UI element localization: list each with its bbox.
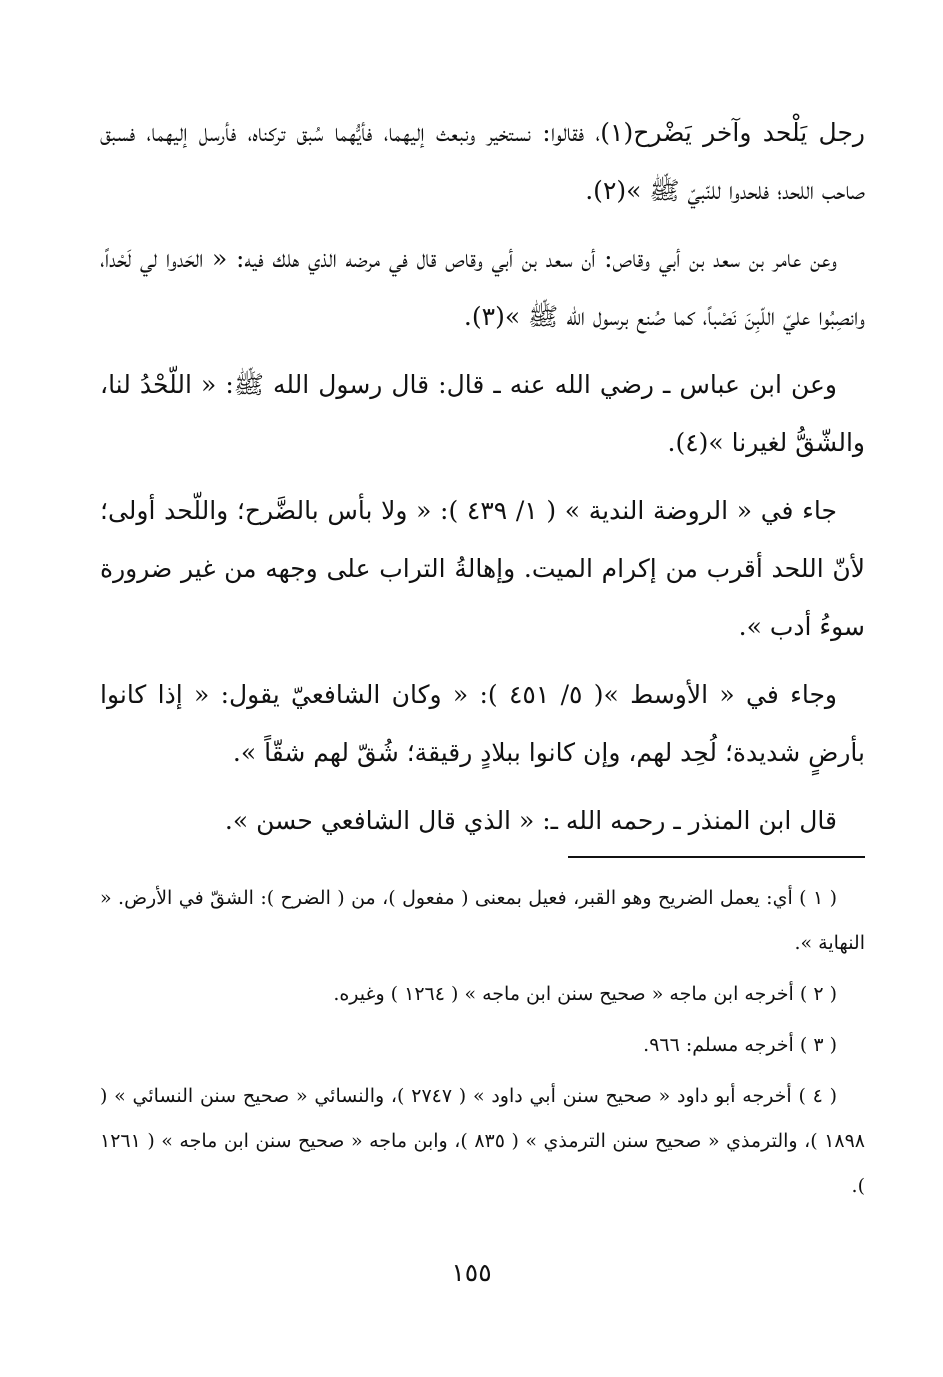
footnote: ( ٣ ) أخرجه مسلم: ٩٦٦. bbox=[643, 1034, 837, 1056]
paragraph: وعن عامر بن سعد بن أبي وقاص: أن سعد بن أبي وقاص قال في مرضه الذي هلك فيه: « الحَدوا لي لَحْداً، وانصِبُوا عليّ اللّبِنَ نَصْباً، كما صُنع برسول الله ﷺ »(٣). bbox=[100, 244, 865, 331]
paragraph: جاء في « الروضة الندية » ( ١/ ٤٣٩ ): « ولا بأس بالضَّرح؛ واللّحد أولى؛ لأنّ اللحد أقرب من إكرام الميت. وإهالةُ التراب على وجهه من غير ضرورة سوءُ أدب ». bbox=[100, 496, 865, 641]
paragraph: قال ابن المنذر ـ رحمه الله ـ: « الذي قال الشافعي حسن ». bbox=[224, 806, 837, 835]
paragraph: وعن ابن عباس ـ رضي الله عنه ـ قال: قال رسول الله ﷺ: « اللّحْدُ لنا، والشّقُّ لغيرنا »(٤). bbox=[100, 370, 865, 457]
main-text bbox=[100, 104, 865, 860]
paragraph: وجاء في « الأوسط »( ٥/ ٤٥١ ): « وكان الشافعيّ يقول: « إذا كانوا بأرضٍ شديدة؛ لُحِد لهم، وإن كانوا ببلادٍ رقيقة؛ شُقّ لهم شقّاً ». bbox=[100, 680, 865, 767]
footnote-separator bbox=[568, 856, 865, 858]
footnote: ( ٤ ) أخرجه أبو داود « صحيح سنن أبي داود » ( ٢٧٤٧ )، والنسائي « صحيح سنن النسائي » ( ١٨٩٨ )، والترمذي « صحيح سنن الترمذي » ( ٨٣٥ )، وابن ماجه « صحيح سنن ابن ماجه » ( ١٢٦١ ). bbox=[100, 1085, 865, 1197]
footnote: ( ١ ) أي: يعمل الضريح وهو القبر، فعيل بمعنى ( مفعول )، من ( الضرح ): الشقّ في الأرض. « النهاية ». bbox=[100, 887, 865, 954]
footnote: ( ٢ ) أخرجه ابن ماجه « صحيح سنن ابن ماجه » ( ١٢٦٤ ) وغيره. bbox=[333, 983, 837, 1005]
page-number: ١٥٥ bbox=[451, 1258, 492, 1287]
footnotes bbox=[100, 876, 865, 1215]
paragraph: رجل يَلْحد وآخر يَضْرح(١)، فقالوا: نستخير ونبعث إليهما، فأيُّهما سُبق تركناه، فأرسل إليهما، فسبق صاحب اللحد؛ فلحدوا للنّبيّ ﷺ »(٢). bbox=[100, 118, 865, 205]
